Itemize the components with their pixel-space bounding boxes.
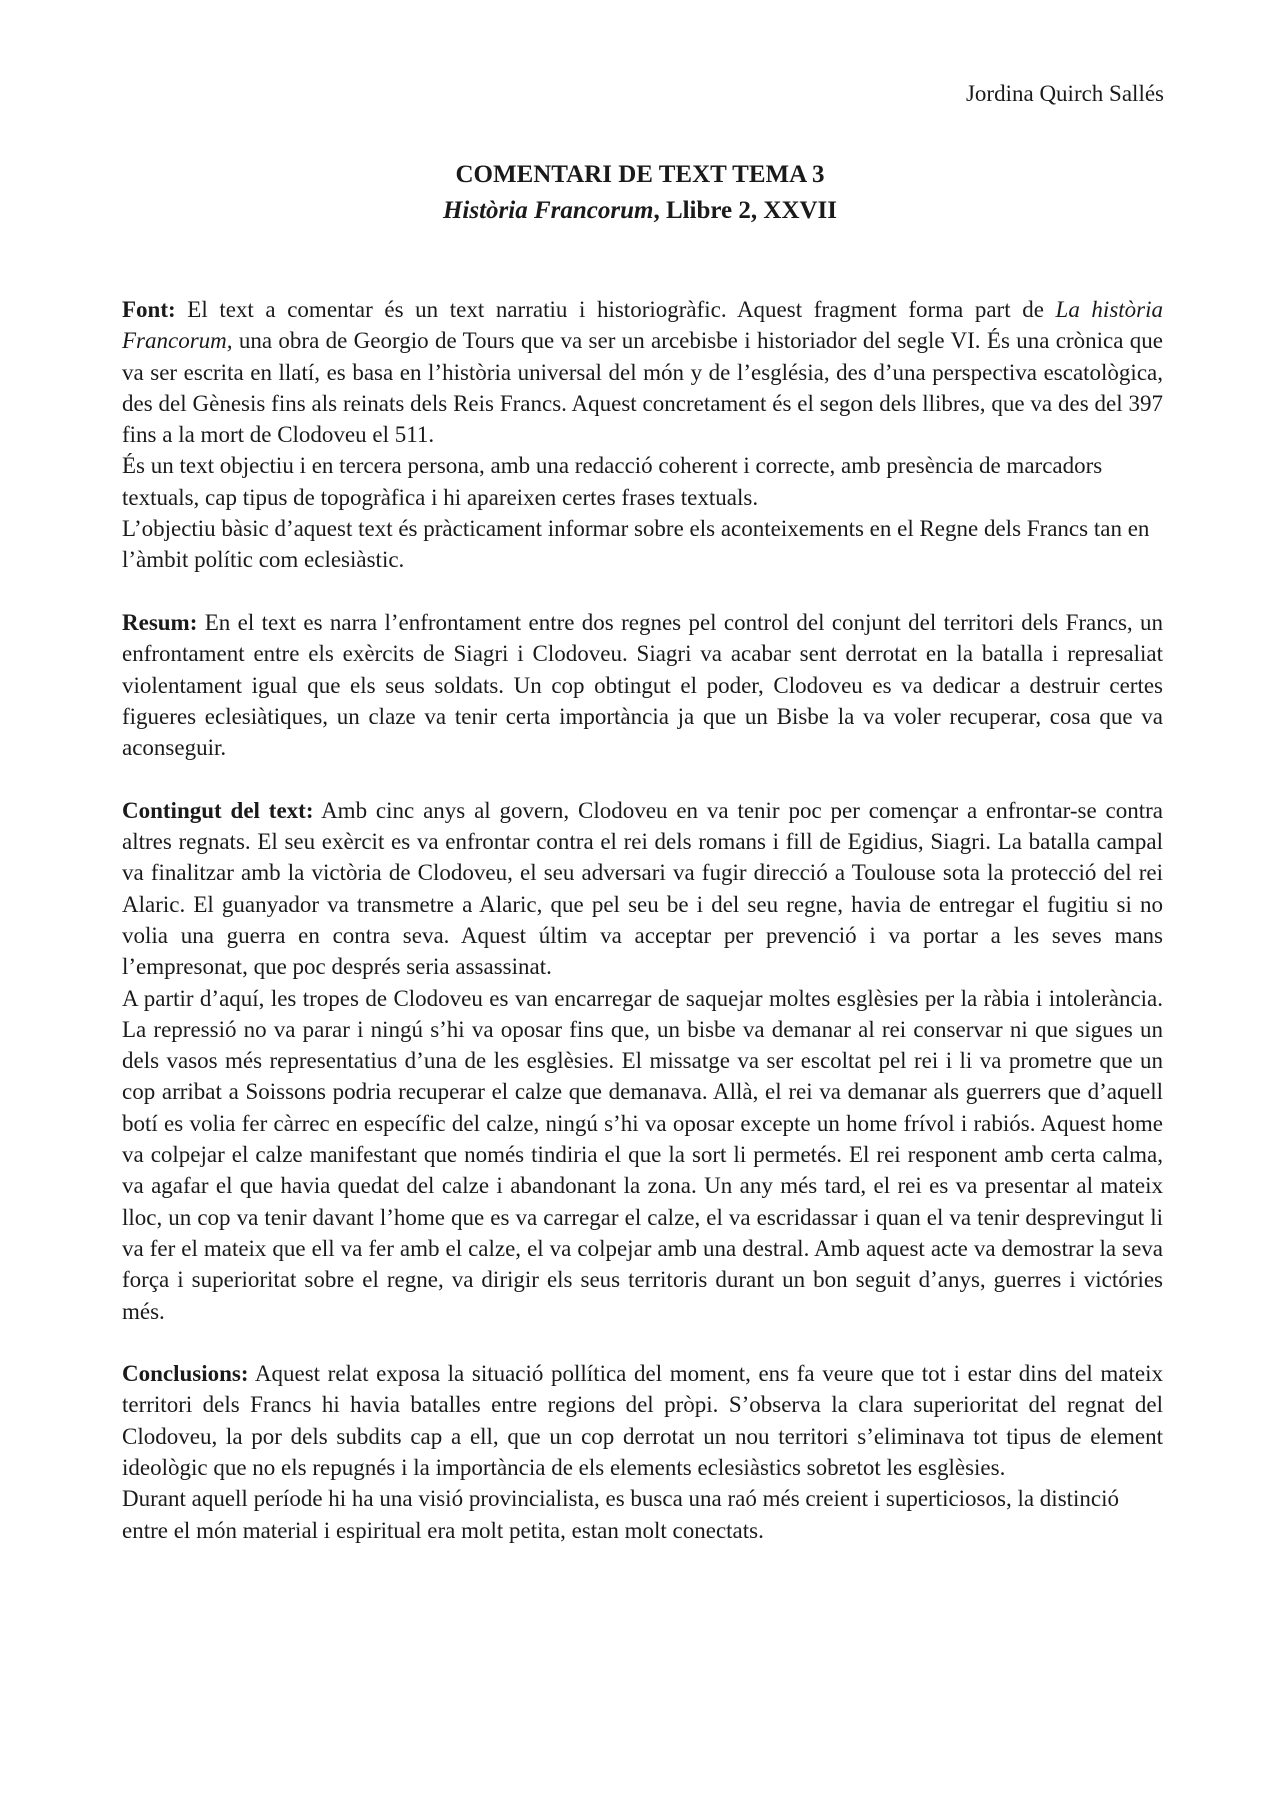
- document-body: [122, 294, 1163, 1577]
- resum-paragraph: [122, 607, 1163, 763]
- document-title: COMENTARI DE TEXT TEMA 3: [455, 161, 825, 188]
- section-resum: [122, 607, 1163, 763]
- contingut-text: Amb cinc anys al govern, Clodoveu en va tenir poc per començar a enfrontar-se contra altres regnats. El seu exèrcit es va enfrontar contra el rei dels romans i fill de Egidius, Siagri. La batalla campal va finalitzar amb la victòria de Clodoveu, el seu adversari va fugir direcció a Toulouse sota la protecció del rei Alaric. El guanyador va transmetre a Alaric, que pel seu be i del seu regne, havia de entregar el fugitiu si no volia una guerra en contra seva. Aquest últim va acceptar per prevenció i va portar a les seves mans l’empresonat, que poc després seria assassinat.: [122, 797, 1163, 980]
- section-font: [122, 294, 1163, 576]
- font-label: Font:: [122, 297, 176, 322]
- document-subtitle: [0, 193, 1280, 229]
- font-text-b: una obra de Georgio de Tours que va ser un arcebisbe i historiador del segle VI. És una crònica que va ser escrita en llatí, es basa en l’història universal del món y de l’església, des d’una perspectiva escatològica, des del Gènesis fins als reinats dels Reis Francs. Aquest concretament és el segon dels llibres, que va des del 397 fins a la mort de Clodoveu el 511.: [122, 328, 1163, 448]
- subtitle-rest: , Llibre 2, XXVII: [653, 197, 838, 224]
- font-paragraph-2: És un text objectiu i en tercera persona, amb una redacció coherent i correcte, amb presència de marcadors textuals, cap tipus de topogràfica i hi apareixen certes frases textuals.: [122, 453, 1103, 510]
- subtitle-italic: Història Francorum: [442, 197, 654, 224]
- author-name: Jordina Quirch Sallés: [965, 81, 1164, 106]
- resum-label: Resum:: [122, 609, 198, 635]
- contingut-paragraph-2: A partir d’aquí, les tropes de Clodoveu es van encarregar de saquejar moltes esglèsies per la ràbia i intolerància. La repressió no va parar i ningú s’hi va oposar fins que, un bisbe va demanar al rei conservar ni que sigues un dels vasos més representatius d’una de les esglèsies. El missatge va ser escoltat pel rei i li va prometre que un cop arribat a Soissons podria recuperar el calze que demanava. Allà, el rei va demanar als guerrers que d’aquell botí es volia fer càrrec en específic del calze, ningú s’hi va oposar excepte un home frívol i rabiós. Aquest home va colpejar el calze manifestant que només tindiria el que la sort li permetés. El rei responent amb certa calma, va agafar el que havia quedat del calze i abandonant la zona. Un any més tard, el rei es va presentar al mateix lloc, un cop va tenir davant l’home que es va carregar el calze, el va escridassar i quan el va tenir desprevingut li va fer el mateix que ell va fer amb el calze, el va colpejar amb una destral. Amb aquest acte va demostrar la seva força i superioritat sobre el regne, va dirigir els seus territoris durant un bon seguit d’anys, guerres i victóries més.: [122, 985, 1163, 1324]
- contingut-paragraph-1: [122, 795, 1163, 983]
- font-text-a: El text a comentar és un text narratiu i historiogràfic. Aquest fragment forma part de: [175, 297, 1056, 322]
- font-text-italic: La història Francorum,: [122, 297, 1163, 354]
- title-block: [0, 157, 1280, 229]
- conclusions-label: Conclusions:: [122, 1361, 249, 1387]
- conclusions-paragraph-1: [122, 1358, 1163, 1483]
- resum-text: En el text es narra l’enfrontament entre dos regnes pel control del conjunt del territori dels Francs, un enfrontament entre els exèrcits de Siagri i Clodoveu. Siagri va acabar sent derrotat en la batalla i represaliat violentament igual que els seus soldats. Un cop obtingut el poder, Clodoveu es va dedicar a destruir certes figueres eclesiàtiques, un claze va tenir certa importància ja que un Bisbe la va voler recuperar, cosa que va aconseguir.: [122, 609, 1163, 761]
- section-conclusions: [122, 1358, 1163, 1546]
- conclusions-paragraph-2: Durant aquell període hi ha una visió provincialista, es busca una raó més creient i superticiosos, la distinció entre el món material i espiritual era molt petita, estan molt conectats.: [122, 1486, 1120, 1543]
- contingut-label: Contingut del text:: [122, 797, 314, 823]
- section-contingut: [122, 795, 1163, 1327]
- font-paragraph-3: L’objectiu bàsic d’aquest text és pràcticament informar sobre els aconteixements en el Regne dels Francs tan en l’àmbit polític com eclesiàstic.: [122, 516, 1150, 573]
- font-paragraph-1: [122, 294, 1163, 450]
- conclusions-text: Aquest relat exposa la situació pollítica del moment, ens fa veure que tot i estar dins del mateix territori dels Francs hi havia batalles entre regions del pròpi. S’observa la clara superioritat del regnat del Clodoveu, la por dels subdits cap a ell, que un cop derrotat un nou territori s’eliminava tot tipus de element ideològic que no els repugnés i la importància de els elements eclesiàstics sobretot les esglèsies.: [122, 1361, 1163, 1480]
